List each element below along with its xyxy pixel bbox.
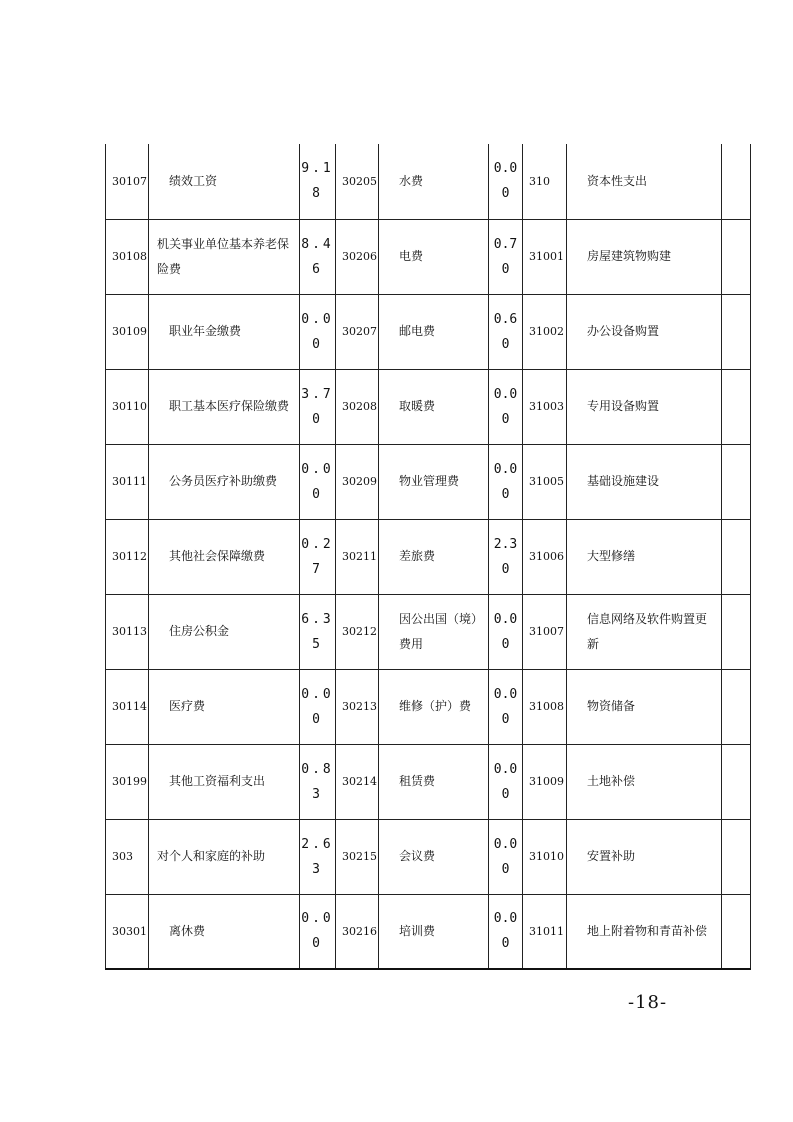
item-amount: 0.00 bbox=[300, 294, 336, 369]
page-number: -18- bbox=[628, 992, 668, 1013]
item-name: 电费 bbox=[379, 219, 489, 294]
item-amount: 0.00 bbox=[489, 669, 523, 744]
item-code: 30111 bbox=[106, 444, 149, 519]
item-amount: 0.00 bbox=[489, 594, 523, 669]
item-name: 大型修缮 bbox=[567, 519, 722, 594]
item-code: 30110 bbox=[106, 369, 149, 444]
item-name: 资本性支出 bbox=[567, 144, 722, 219]
empty-cell bbox=[722, 144, 751, 219]
empty-cell bbox=[722, 219, 751, 294]
item-code: 30206 bbox=[336, 219, 379, 294]
item-code: 30216 bbox=[336, 894, 379, 969]
item-name: 租赁费 bbox=[379, 744, 489, 819]
table-row bbox=[106, 294, 751, 369]
item-code: 30207 bbox=[336, 294, 379, 369]
table-row bbox=[106, 594, 751, 669]
item-name: 办公设备购置 bbox=[567, 294, 722, 369]
item-amount: 2.30 bbox=[489, 519, 523, 594]
expenditure-table bbox=[105, 144, 751, 970]
item-name: 房屋建筑物购建 bbox=[567, 219, 722, 294]
item-name: 其他社会保障缴费 bbox=[149, 519, 300, 594]
item-amount: 0.00 bbox=[489, 744, 523, 819]
empty-cell bbox=[722, 294, 751, 369]
item-code: 30211 bbox=[336, 519, 379, 594]
item-amount: 2.63 bbox=[300, 819, 336, 894]
item-code: 31003 bbox=[523, 369, 567, 444]
item-amount: 8.46 bbox=[300, 219, 336, 294]
item-amount: 0.00 bbox=[300, 444, 336, 519]
item-name: 信息网络及软件购置更新 bbox=[567, 594, 722, 669]
item-code: 31002 bbox=[523, 294, 567, 369]
item-code: 31001 bbox=[523, 219, 567, 294]
item-code: 30112 bbox=[106, 519, 149, 594]
item-name: 住房公积金 bbox=[149, 594, 300, 669]
empty-cell bbox=[722, 894, 751, 969]
item-amount: 3.70 bbox=[300, 369, 336, 444]
item-name: 绩效工资 bbox=[149, 144, 300, 219]
table-row bbox=[106, 894, 751, 969]
table-row bbox=[106, 444, 751, 519]
item-amount: 0.00 bbox=[300, 894, 336, 969]
item-code: 31010 bbox=[523, 819, 567, 894]
item-name: 离休费 bbox=[149, 894, 300, 969]
item-name: 职业年金缴费 bbox=[149, 294, 300, 369]
item-amount: 6.35 bbox=[300, 594, 336, 669]
item-name: 水费 bbox=[379, 144, 489, 219]
item-code: 30213 bbox=[336, 669, 379, 744]
item-code: 30301 bbox=[106, 894, 149, 969]
item-code: 30108 bbox=[106, 219, 149, 294]
item-code: 30107 bbox=[106, 144, 149, 219]
item-name: 安置补助 bbox=[567, 819, 722, 894]
empty-cell bbox=[722, 819, 751, 894]
item-code: 310 bbox=[523, 144, 567, 219]
item-code: 30113 bbox=[106, 594, 149, 669]
table-row bbox=[106, 144, 751, 219]
table-row bbox=[106, 519, 751, 594]
item-code: 30215 bbox=[336, 819, 379, 894]
item-amount: 0.60 bbox=[489, 294, 523, 369]
empty-cell bbox=[722, 669, 751, 744]
item-amount: 0.27 bbox=[300, 519, 336, 594]
item-amount: 0.00 bbox=[489, 144, 523, 219]
item-amount: 0.83 bbox=[300, 744, 336, 819]
item-name: 基础设施建设 bbox=[567, 444, 722, 519]
item-name: 地上附着物和青苗补偿 bbox=[567, 894, 722, 969]
item-code: 30114 bbox=[106, 669, 149, 744]
item-amount: 0.00 bbox=[489, 444, 523, 519]
empty-cell bbox=[722, 594, 751, 669]
table-row bbox=[106, 744, 751, 819]
item-amount: 0.00 bbox=[300, 669, 336, 744]
item-code: 30212 bbox=[336, 594, 379, 669]
item-name: 维修（护）费 bbox=[379, 669, 489, 744]
item-code: 30208 bbox=[336, 369, 379, 444]
item-amount: 0.00 bbox=[489, 894, 523, 969]
item-code: 30109 bbox=[106, 294, 149, 369]
item-code: 30214 bbox=[336, 744, 379, 819]
item-amount: 0.00 bbox=[489, 819, 523, 894]
item-name: 物业管理费 bbox=[379, 444, 489, 519]
empty-cell bbox=[722, 444, 751, 519]
empty-cell bbox=[722, 519, 751, 594]
item-code: 30199 bbox=[106, 744, 149, 819]
item-name: 培训费 bbox=[379, 894, 489, 969]
empty-cell bbox=[722, 744, 751, 819]
table-row bbox=[106, 819, 751, 894]
item-code: 31009 bbox=[523, 744, 567, 819]
item-amount: 9.18 bbox=[300, 144, 336, 219]
item-code: 31011 bbox=[523, 894, 567, 969]
table-row bbox=[106, 369, 751, 444]
item-name: 邮电费 bbox=[379, 294, 489, 369]
item-name: 土地补偿 bbox=[567, 744, 722, 819]
item-name: 医疗费 bbox=[149, 669, 300, 744]
item-name: 物资储备 bbox=[567, 669, 722, 744]
item-name: 专用设备购置 bbox=[567, 369, 722, 444]
item-code: 31007 bbox=[523, 594, 567, 669]
item-name: 其他工资福利支出 bbox=[149, 744, 300, 819]
item-name: 取暖费 bbox=[379, 369, 489, 444]
item-name: 公务员医疗补助缴费 bbox=[149, 444, 300, 519]
item-code: 31005 bbox=[523, 444, 567, 519]
item-name: 差旅费 bbox=[379, 519, 489, 594]
item-amount: 0.00 bbox=[489, 369, 523, 444]
table-row bbox=[106, 219, 751, 294]
item-code: 31008 bbox=[523, 669, 567, 744]
item-name: 对个人和家庭的补助 bbox=[149, 819, 300, 894]
item-code: 30209 bbox=[336, 444, 379, 519]
empty-cell bbox=[722, 369, 751, 444]
table-row bbox=[106, 669, 751, 744]
item-name: 机关事业单位基本养老保险费 bbox=[149, 219, 300, 294]
item-name: 职工基本医疗保险缴费 bbox=[149, 369, 300, 444]
item-name: 因公出国（境）费用 bbox=[379, 594, 489, 669]
item-code: 303 bbox=[106, 819, 149, 894]
item-name: 会议费 bbox=[379, 819, 489, 894]
item-code: 31006 bbox=[523, 519, 567, 594]
item-code: 30205 bbox=[336, 144, 379, 219]
item-amount: 0.70 bbox=[489, 219, 523, 294]
